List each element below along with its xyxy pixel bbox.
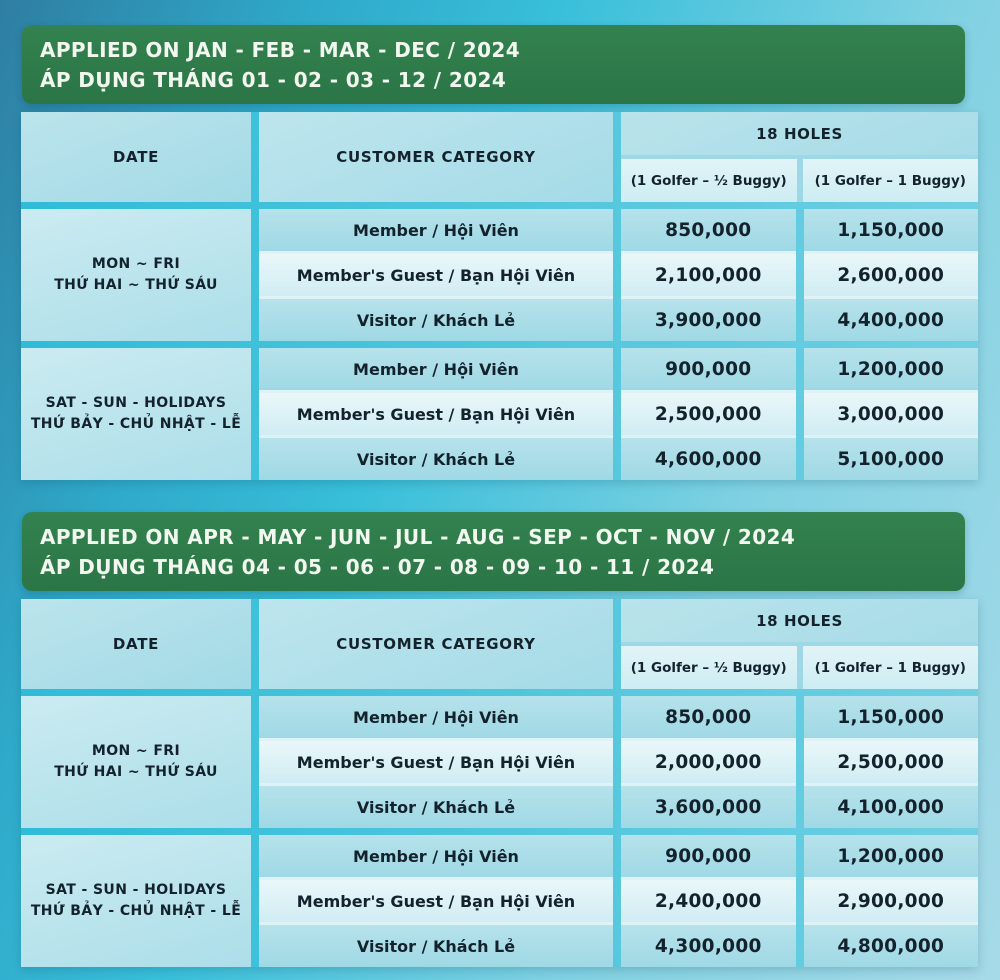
table-row (259, 438, 978, 480)
one-buggy-price-cell: 4,800,000 (804, 925, 979, 967)
customer-category-column-header: CUSTOMER CATEGORY (259, 599, 613, 689)
date-label-vi: THỨ BẢY - CHỦ NHẬT - LỄ (30, 903, 242, 919)
date-cell (21, 696, 251, 828)
table-row (259, 786, 978, 828)
group-rows (259, 696, 978, 828)
date-label-en: MON ~ FRI (91, 743, 181, 759)
half-buggy-price-cell: 2,500,000 (621, 393, 796, 438)
season-section-jan-feb-mar-dec (0, 0, 1000, 480)
half-buggy-price-cell: 3,900,000 (621, 299, 796, 341)
customer-category-column-header: CUSTOMER CATEGORY (259, 112, 613, 202)
category-cell: Member's Guest / Bạn Hội Viên (259, 393, 613, 438)
buggy-subheader-row (621, 159, 978, 202)
weekend-holiday-group (21, 835, 978, 967)
table-row (259, 880, 978, 925)
date-label-en: SAT - SUN - HOLIDAYS (45, 395, 227, 411)
weekday-group (21, 209, 978, 341)
half-buggy-column-header: (1 Golfer – ½ Buggy) (621, 159, 797, 202)
date-cell (21, 348, 251, 480)
category-cell: Visitor / Khách Lẻ (259, 299, 613, 341)
half-buggy-price-cell: 4,600,000 (621, 438, 796, 480)
category-cell: Visitor / Khách Lẻ (259, 925, 613, 967)
rate-table (21, 599, 978, 967)
date-label-vi: THỨ HAI ~ THỨ SÁU (54, 764, 218, 780)
one-buggy-price-cell: 1,200,000 (804, 835, 979, 880)
half-buggy-price-cell: 2,000,000 (621, 741, 796, 786)
table-row (259, 835, 978, 880)
group-rows (259, 835, 978, 967)
half-buggy-price-cell: 2,400,000 (621, 880, 796, 925)
banner-line-vi: ÁP DỤNG THÁNG 01 - 02 - 03 - 12 / 2024 (40, 67, 507, 92)
season-banner (22, 25, 965, 104)
weekday-group (21, 696, 978, 828)
weekend-holiday-group (21, 348, 978, 480)
half-buggy-price-cell: 850,000 (621, 209, 796, 254)
half-buggy-price-cell: 900,000 (621, 835, 796, 880)
date-cell (21, 209, 251, 341)
banner-line-en: APPLIED ON JAN - FEB - MAR - DEC / 2024 (40, 37, 521, 62)
category-cell: Member / Hội Viên (259, 835, 613, 880)
table-header-row (21, 112, 978, 202)
table-row (259, 254, 978, 299)
one-buggy-price-cell: 5,100,000 (804, 438, 979, 480)
table-row (259, 925, 978, 967)
one-buggy-price-cell: 2,600,000 (804, 254, 979, 299)
table-row (259, 696, 978, 741)
category-cell: Member's Guest / Bạn Hội Viên (259, 880, 613, 925)
banner-line-en: APPLIED ON APR - MAY - JUN - JUL - AUG - SEP - OCT - NOV / 2024 (40, 524, 796, 549)
category-cell: Visitor / Khách Lẻ (259, 786, 613, 828)
date-label-vi: THỨ HAI ~ THỨ SÁU (54, 277, 218, 293)
category-cell: Visitor / Khách Lẻ (259, 438, 613, 480)
one-buggy-price-cell: 3,000,000 (804, 393, 979, 438)
category-cell: Member / Hội Viên (259, 209, 613, 254)
date-column-header: DATE (21, 599, 251, 689)
one-buggy-price-cell: 4,100,000 (804, 786, 979, 828)
half-buggy-column-header: (1 Golfer – ½ Buggy) (621, 646, 797, 689)
one-buggy-price-cell: 4,400,000 (804, 299, 979, 341)
half-buggy-price-cell: 850,000 (621, 696, 796, 741)
one-buggy-price-cell: 1,150,000 (804, 696, 979, 741)
rate-table (21, 112, 978, 480)
date-column-header: DATE (21, 112, 251, 202)
table-row (259, 348, 978, 393)
holes-header-block (621, 599, 978, 689)
18-holes-header: 18 HOLES (621, 599, 978, 642)
date-label-vi: THỨ BẢY - CHỦ NHẬT - LỄ (30, 416, 242, 432)
one-buggy-price-cell: 1,150,000 (804, 209, 979, 254)
category-cell: Member / Hội Viên (259, 348, 613, 393)
one-buggy-column-header: (1 Golfer – 1 Buggy) (803, 646, 979, 689)
one-buggy-price-cell: 1,200,000 (804, 348, 979, 393)
holes-header-block (621, 112, 978, 202)
one-buggy-price-cell: 2,900,000 (804, 880, 979, 925)
table-row (259, 299, 978, 341)
one-buggy-price-cell: 2,500,000 (804, 741, 979, 786)
18-holes-header: 18 HOLES (621, 112, 978, 155)
category-cell: Member's Guest / Bạn Hội Viên (259, 254, 613, 299)
table-row (259, 741, 978, 786)
group-rows (259, 209, 978, 341)
half-buggy-price-cell: 2,100,000 (621, 254, 796, 299)
half-buggy-price-cell: 900,000 (621, 348, 796, 393)
season-section-apr-to-nov (0, 512, 1000, 967)
one-buggy-column-header: (1 Golfer – 1 Buggy) (803, 159, 979, 202)
category-cell: Member's Guest / Bạn Hội Viên (259, 741, 613, 786)
category-cell: Member / Hội Viên (259, 696, 613, 741)
half-buggy-price-cell: 4,300,000 (621, 925, 796, 967)
date-label-en: SAT - SUN - HOLIDAYS (45, 882, 227, 898)
date-cell (21, 835, 251, 967)
buggy-subheader-row (621, 646, 978, 689)
group-rows (259, 348, 978, 480)
date-label-en: MON ~ FRI (91, 256, 181, 272)
half-buggy-price-cell: 3,600,000 (621, 786, 796, 828)
table-row (259, 209, 978, 254)
season-banner (22, 512, 965, 591)
table-header-row (21, 599, 978, 689)
banner-line-vi: ÁP DỤNG THÁNG 04 - 05 - 06 - 07 - 08 - 09 - 10 - 11 / 2024 (40, 554, 715, 579)
table-row (259, 393, 978, 438)
